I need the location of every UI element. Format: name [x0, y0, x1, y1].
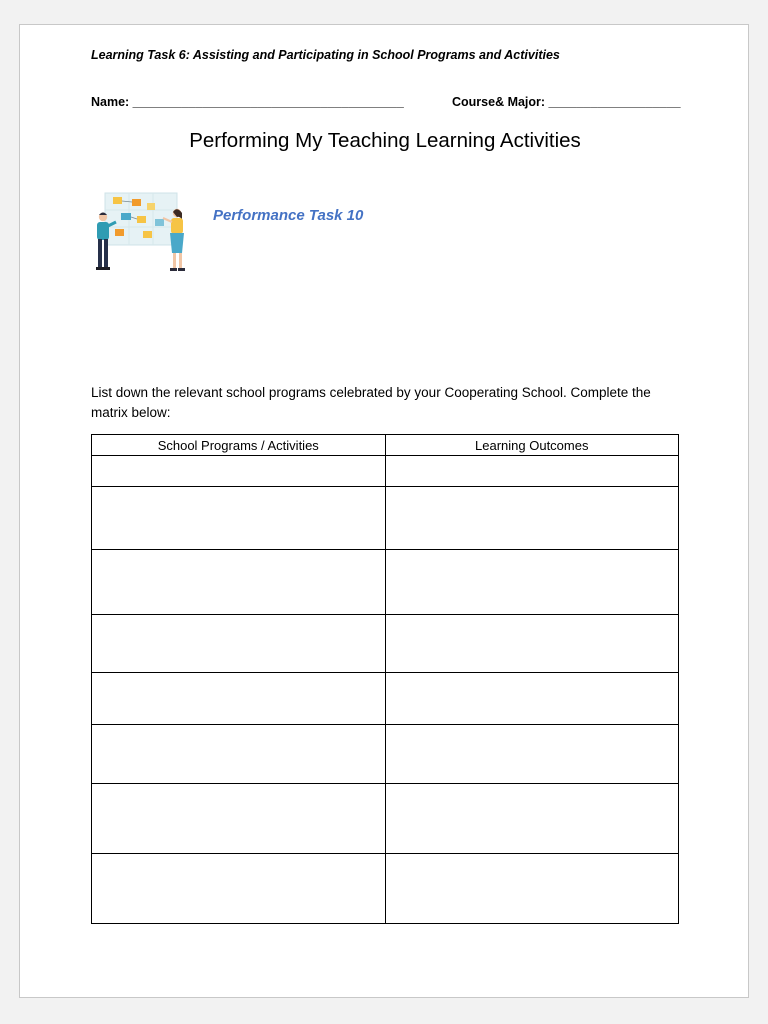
table-row	[92, 784, 679, 854]
outcome-cell[interactable]	[385, 615, 679, 673]
performance-task-label: Performance Task 10	[213, 207, 364, 224]
outcome-cell[interactable]	[385, 673, 679, 725]
table-row	[92, 456, 679, 487]
learning-task-title: Learning Task 6: Assisting and Participating in School Programs and Activities	[91, 48, 560, 62]
table-row	[92, 487, 679, 550]
outcome-cell[interactable]	[385, 784, 679, 854]
program-cell[interactable]	[92, 456, 386, 487]
instructions-text: List down the relevant school programs celebrated by your Cooperating School. Complete the matrix below:	[91, 385, 651, 420]
table-row	[92, 550, 679, 615]
course-major-field: Course& Major: ___________________	[452, 95, 681, 109]
programs-matrix-table	[91, 434, 679, 924]
program-cell[interactable]	[92, 550, 386, 615]
program-cell[interactable]	[92, 615, 386, 673]
program-cell[interactable]	[92, 725, 386, 784]
name-field: Name: _______________________________________	[91, 95, 404, 109]
column-header-outcomes: Learning Outcomes	[385, 435, 679, 456]
column-header-programs: School Programs / Activities	[92, 435, 386, 456]
table-row	[92, 673, 679, 725]
program-cell[interactable]	[92, 784, 386, 854]
teamwork-illustration	[91, 189, 189, 275]
table-row	[92, 854, 679, 924]
program-cell[interactable]	[92, 673, 386, 725]
outcome-cell[interactable]	[385, 487, 679, 550]
program-cell[interactable]	[92, 854, 386, 924]
page-title: Performing My Teaching Learning Activities	[189, 129, 581, 152]
outcome-cell[interactable]	[385, 854, 679, 924]
table-row	[92, 725, 679, 784]
document-page	[19, 24, 749, 998]
outcome-cell[interactable]	[385, 550, 679, 615]
outcome-cell[interactable]	[385, 456, 679, 487]
table-header-row	[92, 435, 679, 456]
table-row	[92, 615, 679, 673]
program-cell[interactable]	[92, 487, 386, 550]
outcome-cell[interactable]	[385, 725, 679, 784]
